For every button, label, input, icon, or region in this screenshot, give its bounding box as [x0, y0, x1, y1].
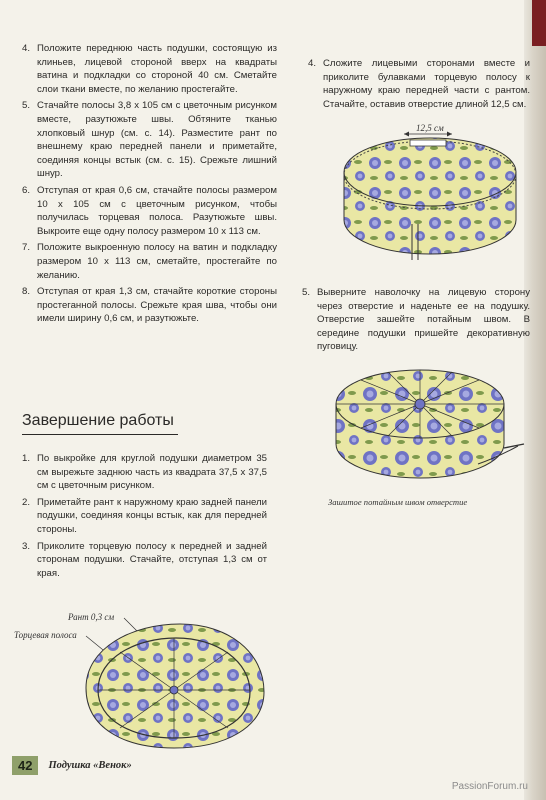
left-step-4: 4. Положите переднюю часть подушки, состоящую из клиньев, лицевой стороной вверх на квадраты ватина и подкладки со стороной 40 см. Сметайте слои ткани вместе, по желанию простегайте. — [22, 43, 277, 95]
finished-cushion-illustration — [328, 352, 528, 492]
left-step-7: 7. Положите выкроенную полосу на ватин и подкладку размером 10 х 113 см, сметайте, простегайте по желанию. — [22, 242, 277, 281]
band-label: Торцевая полоса — [14, 630, 77, 640]
section-title: Завершение работы — [22, 412, 174, 429]
finish-step-1: 1. По выкройке для круглой подушки диаметром 35 см вырежьте заднюю часть из квадрата 37,5 х 37,5 см с цветочным рисунком. — [22, 453, 267, 492]
finish-steps-list — [22, 452, 267, 583]
blind-stitch-caption: Зашитое потайным швом отверстие — [328, 497, 468, 507]
spine-red-tab — [532, 0, 546, 46]
finish-step-2: 2. Приметайте рант к наружному краю задней панели подушки, соединяя концы встык, как для передней стороны. — [22, 496, 267, 535]
button-icon — [415, 399, 425, 409]
page-number: 42 — [12, 756, 38, 775]
right-step-5: 5. Выверните наволочку на лицевую сторону через отверстие и наденьте ее на подушку. Отверстие зашейте потайным швом. В середине подушки пришейте декоративную пуговицу. — [302, 287, 530, 353]
opening-size-label: 12,5 см — [416, 124, 444, 133]
footer-title: Подушка «Венок» — [48, 760, 132, 771]
right-step-4: 4. Сложите лицевыми сторонами вместе и приколите булавками торцевую полосу к наружному краю передней части с рантом. Стачайте, оставив отверстие длиной 12,5 см. — [308, 58, 530, 110]
left-steps-list — [22, 42, 277, 329]
left-step-5: 5. Стачайте полосы 3,8 х 105 см с цветочным рисунком вместе, разутюжьте швы. Обтяните тканью хлопковый шнур (см. с. 14). Разместите рант по внешнему краю передней панели и приметайте, соединяя концы встык (см. с. 15). Срежьте лишний шнур. — [22, 100, 277, 180]
watermark: PassionForum.ru — [451, 781, 528, 792]
cushion-opening-illustration — [336, 124, 526, 264]
left-step-6: 6. Отступая от края 0,6 см, стачайте полосы размером 10 х 105 см с цветочным рисунком, чтобы получилась торцевая полоса. Разутюжьте швы. Выкроите еще одну полосу размером 10 х 113 см. — [22, 184, 277, 237]
page-footer — [12, 756, 132, 775]
piping-label: Рант 0,3 см — [68, 612, 115, 622]
left-step-8: 8. Отступая от края 1,3 см, стачайте короткие стороны простеганной полосы. Срежьте края шва, чтобы они имели ширину 0,6 см, и разутюжьте. — [22, 286, 277, 325]
assembly-illustration — [14, 606, 274, 756]
finish-step-3: 3. Приколите торцевую полосу к передней и задней сторонам подушки. Стачайте, отступая 1,3 см от края. — [22, 540, 267, 579]
section-title-underline — [22, 434, 178, 435]
needle-icon — [504, 444, 524, 448]
